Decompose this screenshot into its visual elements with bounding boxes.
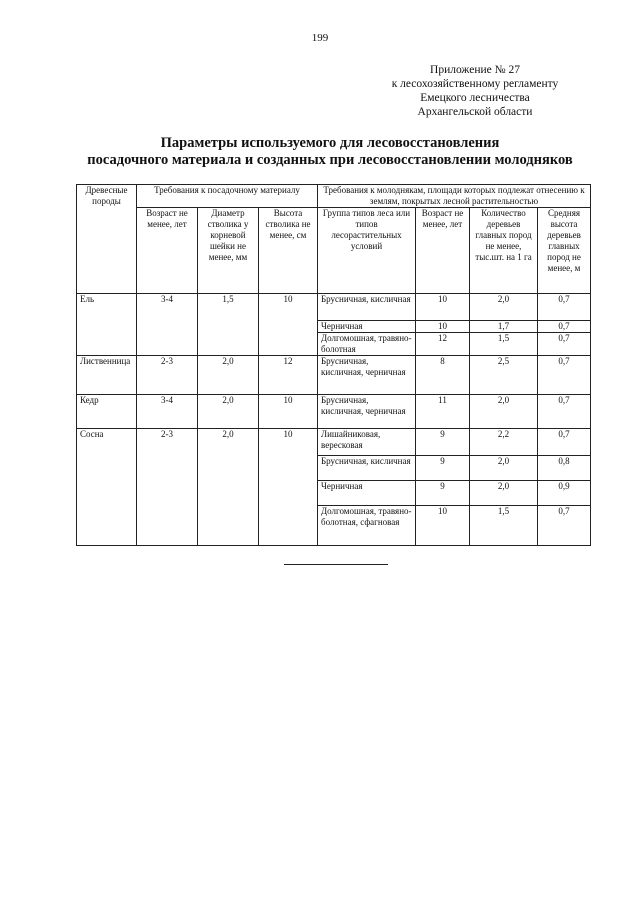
planting-diameter: 2,0 xyxy=(198,429,259,456)
planting-height: 10 xyxy=(259,429,318,456)
planting-diameter-continued xyxy=(198,333,259,356)
planting-height-continued xyxy=(259,333,318,356)
young-age: 9 xyxy=(416,481,470,506)
appendix-line: Емецкого лесничества xyxy=(420,92,530,104)
table-row xyxy=(77,429,591,456)
forest-group: Долгомошная, травяно-болотная, сфагновая xyxy=(318,506,416,546)
table-row xyxy=(77,321,591,333)
header-height: Высота стволика не менее, см xyxy=(259,208,318,294)
planting-diameter-continued xyxy=(198,321,259,333)
tree-count: 1,5 xyxy=(470,506,538,546)
planting-age-continued xyxy=(137,456,198,481)
young-age: 10 xyxy=(416,506,470,546)
appendix-line: к лесохозяйственному регламенту xyxy=(391,78,559,90)
document-title xyxy=(60,135,600,169)
forest-group: Черничная xyxy=(318,321,416,333)
header-young-age: Возраст не менее, лет xyxy=(416,208,470,294)
species-name-continued xyxy=(77,456,137,481)
parameters-table xyxy=(76,184,591,546)
table-row xyxy=(77,481,591,506)
table-row xyxy=(77,395,591,429)
young-age: 11 xyxy=(416,395,470,429)
young-age: 12 xyxy=(416,333,470,356)
mean-height: 0,7 xyxy=(538,429,591,456)
species-name-continued xyxy=(77,506,137,546)
species-name: Ель xyxy=(77,294,137,321)
table-row xyxy=(77,333,591,356)
header-planting-requirements: Требования к посадочному материалу xyxy=(137,185,318,208)
header-young-requirements: Требования к молоднякам, площади которых подлежат отнесению к землям, покрытых лесной растительностью xyxy=(318,185,591,208)
title-line: Параметры используемого для лесовосстановления xyxy=(160,135,500,151)
planting-height: 10 xyxy=(259,395,318,429)
forest-group: Брусничная, кисличная xyxy=(318,294,416,321)
planting-age-continued xyxy=(137,321,198,333)
planting-height-continued xyxy=(259,506,318,546)
forest-group: Долгомошная, травяно-болотная xyxy=(318,333,416,356)
young-age: 9 xyxy=(416,456,470,481)
forest-group: Брусничная, кисличная xyxy=(318,456,416,481)
forest-group: Лишайниковая, вересковая xyxy=(318,429,416,456)
species-name-continued xyxy=(77,321,137,333)
mean-height: 0,7 xyxy=(538,294,591,321)
header-age: Возраст не менее, лет xyxy=(137,208,198,294)
planting-height: 12 xyxy=(259,356,318,395)
header-forest-group: Группа типов леса или типов лесорастительных условий xyxy=(318,208,416,294)
header-row xyxy=(77,208,591,294)
planting-diameter-continued xyxy=(198,506,259,546)
planting-height-continued xyxy=(259,481,318,506)
table-row xyxy=(77,356,591,395)
tree-count: 2,0 xyxy=(470,294,538,321)
table-row xyxy=(77,456,591,481)
appendix-line: Архангельской области xyxy=(417,106,533,118)
tree-count: 2,2 xyxy=(470,429,538,456)
tree-count: 1,7 xyxy=(470,321,538,333)
species-name: Сосна xyxy=(77,429,137,456)
planting-diameter: 2,0 xyxy=(198,395,259,429)
young-age: 8 xyxy=(416,356,470,395)
table-header xyxy=(77,185,591,294)
forest-group: Брусничная, кисличная, черничная xyxy=(318,395,416,429)
mean-height: 0,9 xyxy=(538,481,591,506)
planting-age-continued xyxy=(137,333,198,356)
mean-height: 0,7 xyxy=(538,321,591,333)
mean-height: 0,7 xyxy=(538,356,591,395)
header-mean-height: Средняя высота деревьев главных пород не менее, м xyxy=(538,208,591,294)
species-name-continued xyxy=(77,333,137,356)
species-name-continued xyxy=(77,481,137,506)
header-tree-count: Количество деревьев главных пород не менее, тыс.шт. на 1 га xyxy=(470,208,538,294)
tree-count: 1,5 xyxy=(470,333,538,356)
planting-age: 2-3 xyxy=(137,356,198,395)
forest-group: Черничная xyxy=(318,481,416,506)
closing-rule xyxy=(284,564,388,565)
planting-height: 10 xyxy=(259,294,318,321)
mean-height: 0,8 xyxy=(538,456,591,481)
species-name: Кедр xyxy=(77,395,137,429)
species-name: Лиственница xyxy=(77,356,137,395)
young-age: 9 xyxy=(416,429,470,456)
appendix-header xyxy=(370,63,580,119)
planting-age: 3-4 xyxy=(137,395,198,429)
planting-height-continued xyxy=(259,321,318,333)
table-row xyxy=(77,294,591,321)
header-species: Древесные породы xyxy=(77,185,137,294)
planting-age: 2-3 xyxy=(137,429,198,456)
title-line: посадочного материала и созданных при лесовосстановлении молодняков xyxy=(87,152,573,168)
planting-age-continued xyxy=(137,506,198,546)
young-age: 10 xyxy=(416,294,470,321)
planting-age-continued xyxy=(137,481,198,506)
planting-diameter-continued xyxy=(198,481,259,506)
page-number: 199 xyxy=(311,32,329,44)
planting-diameter: 2,0 xyxy=(198,356,259,395)
mean-height: 0,7 xyxy=(538,333,591,356)
forest-group: Брусничная, кисличная, черничная xyxy=(318,356,416,395)
planting-age: 3-4 xyxy=(137,294,198,321)
tree-count: 2,0 xyxy=(470,456,538,481)
header-row xyxy=(77,185,591,208)
table-body xyxy=(77,294,591,546)
parameters-table-wrap xyxy=(76,184,591,546)
tree-count: 2,5 xyxy=(470,356,538,395)
young-age: 10 xyxy=(416,321,470,333)
tree-count: 2,0 xyxy=(470,481,538,506)
appendix-line: Приложение № 27 xyxy=(430,64,520,76)
tree-count: 2,0 xyxy=(470,395,538,429)
mean-height: 0,7 xyxy=(538,395,591,429)
header-diameter: Диаметр стволика у корневой шейки не менее, мм xyxy=(198,208,259,294)
planting-diameter: 1,5 xyxy=(198,294,259,321)
mean-height: 0,7 xyxy=(538,506,591,546)
planting-height-continued xyxy=(259,456,318,481)
table-row xyxy=(77,506,591,546)
planting-diameter-continued xyxy=(198,456,259,481)
